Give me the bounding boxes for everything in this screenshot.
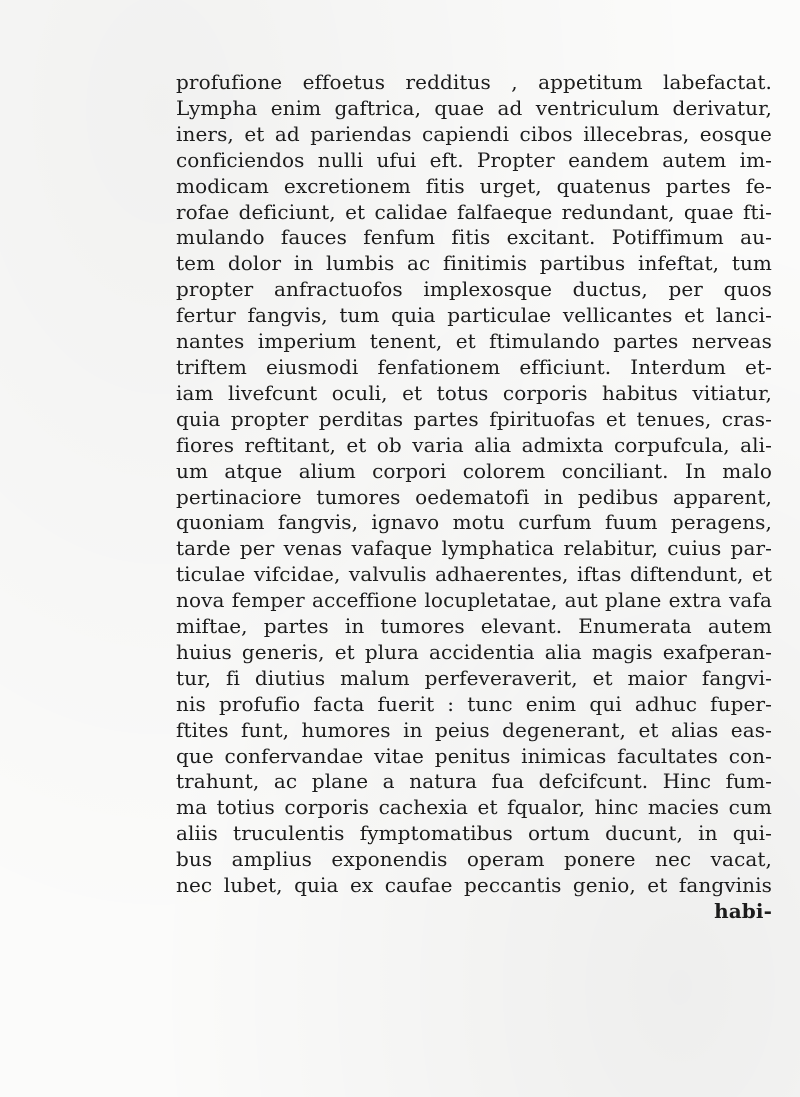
text-line: iam livefcunt oculi, et totus corporis habitus vitiatur, <box>176 380 772 405</box>
text-line: huius generis, et plura accidentia alia magis exafperan- <box>176 639 772 664</box>
text-line: ma totius corporis cachexia et fqualor, hinc macies cum <box>176 795 772 820</box>
text-line: miftae, partes in tumores elevant. Enumerata autem <box>176 614 772 639</box>
text-line: pertinaciore tumores oedematofi in pedibus apparent, <box>176 484 772 509</box>
catchword: habi- <box>714 899 772 923</box>
text-line: Lympha enim gaftrica, quae ad ventriculum derivatur, <box>176 95 772 120</box>
text-line: modicam excretionem fitis urget, quatenus partes fe- <box>176 173 772 198</box>
text-line: nis profufio facta fuerit : tunc enim qui adhuc fuper- <box>176 691 772 716</box>
text-line: quoniam fangvis, ignavo motu curfum fuum peragens, <box>176 510 772 535</box>
text-line: aliis truculentis fymptomatibus ortum ducunt, in qui- <box>176 821 772 846</box>
text-line: ticulae vifcidae, valvulis adhaerentes, iftas diftendunt, et <box>176 562 772 587</box>
text-line: tarde per venas vafaque lymphatica relabitur, cuius par- <box>176 536 772 561</box>
body-text <box>176 70 772 925</box>
text-line: mulando fauces fenfum fitis excitant. Potiffimum au- <box>176 225 772 250</box>
text-line: nova femper acceffione locupletatae, aut plane extra vafa <box>176 588 772 613</box>
text-line: rofae deficiunt, et calidae falfaeque redundant, quae fti- <box>176 199 772 224</box>
text-line: nantes imperium tenent, et ftimulando partes nerveas <box>176 329 772 354</box>
text-line: fertur fangvis, tum quia particulae vellicantes et lanci- <box>176 303 772 328</box>
text-line: quia propter perditas partes fpirituofas et tenues, cras- <box>176 406 772 431</box>
text-line: tur, fi diutius malum perfeveraverit, et maior fangvi- <box>176 665 772 690</box>
text-line: ftites funt, humores in peius degenerant, et alias eas- <box>176 717 772 742</box>
text-line: que confervandae vitae penitus inimicas facultates con- <box>176 743 772 768</box>
text-line: fiores reftitant, et ob varia alia admixta corpufcula, ali- <box>176 432 772 457</box>
text-line: trahunt, ac plane a natura fua defcifcunt. Hinc fum- <box>176 769 772 794</box>
text-line: conficiendos nulli ufui eft. Propter eandem autem im- <box>176 147 772 172</box>
text-line: iners, et ad pariendas capiendi cibos illecebras, eosque <box>176 121 772 146</box>
text-line: nec lubet, quia ex caufae peccantis genio, et fangvinis <box>176 873 772 898</box>
text-line: bus amplius exponendis operam ponere nec vacat, <box>176 847 772 872</box>
text-line: profufione effoetus redditus , appetitum labefactat. <box>176 70 772 94</box>
text-line: um atque alium corpori colorem conciliant. In malo <box>176 458 772 483</box>
text-line: triftem eiusmodi fenfationem efficiunt. Interdum et- <box>176 354 772 379</box>
text-line: tem dolor in lumbis ac finitimis partibus infeftat, tum <box>176 251 772 276</box>
text-line: propter anfractuofos implexosque ductus, per quos <box>176 277 772 302</box>
